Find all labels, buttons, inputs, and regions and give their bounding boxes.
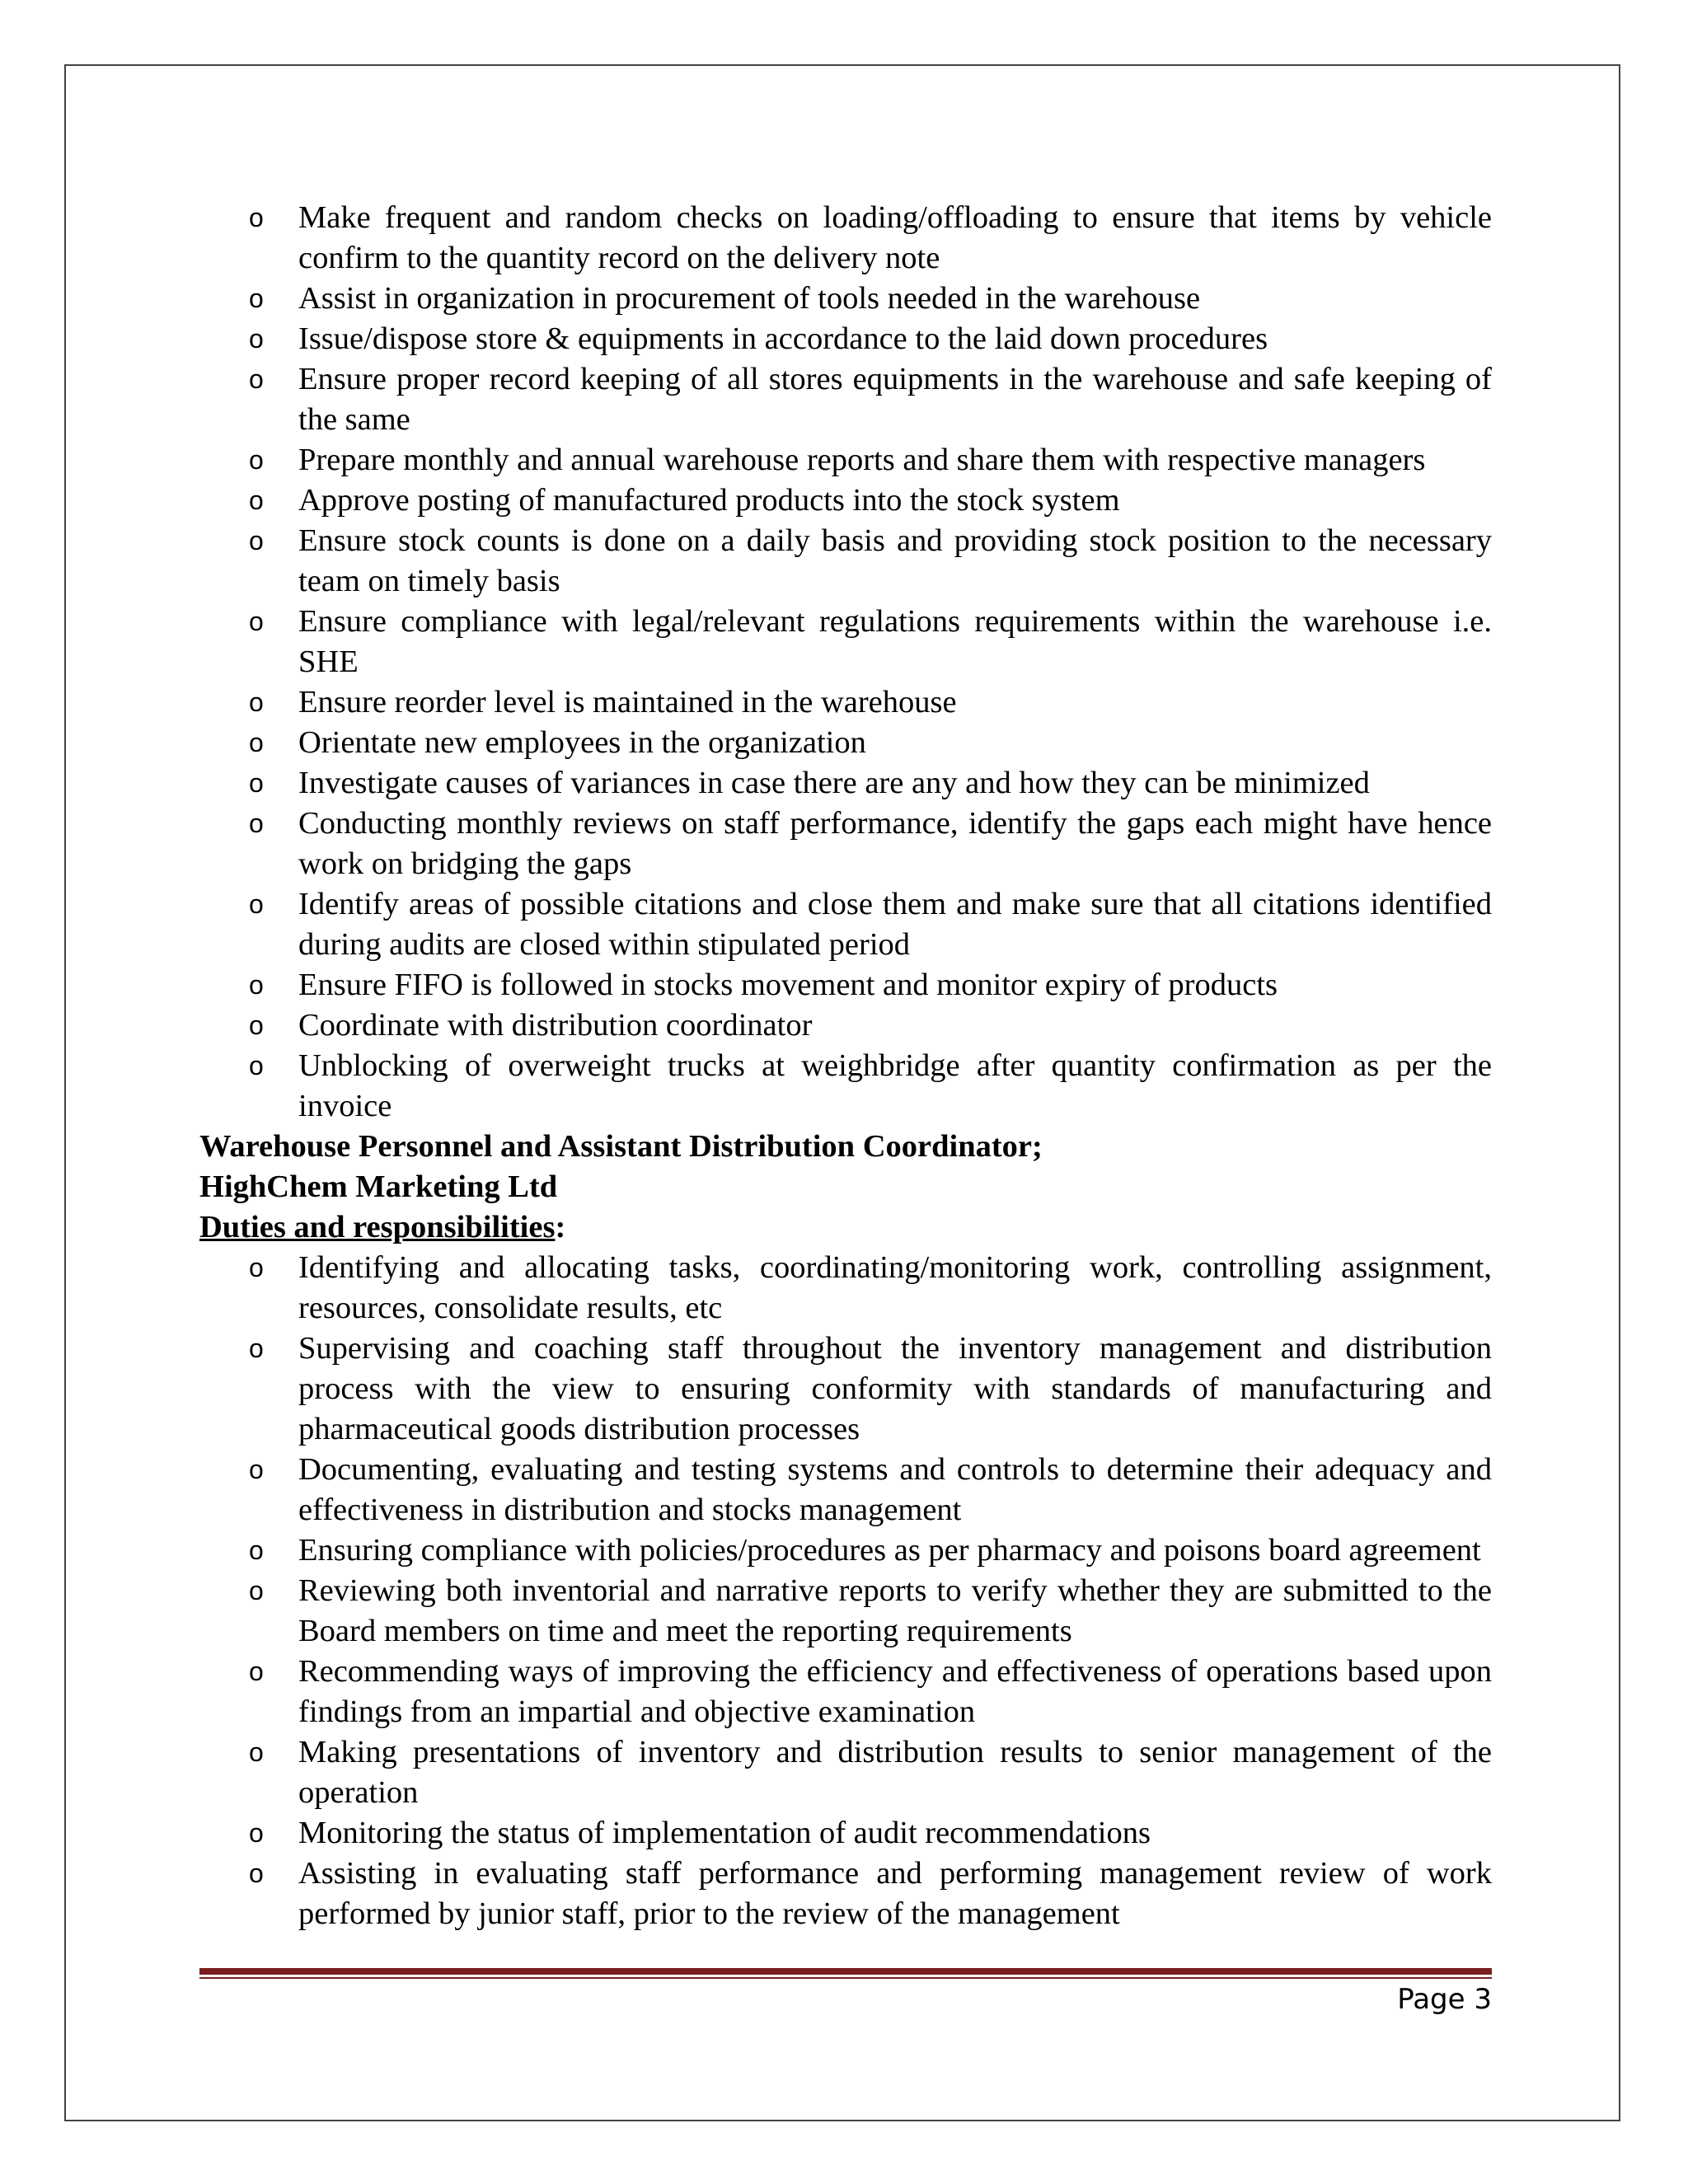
bullet-marker: o	[249, 1657, 264, 1686]
list-item: o Orientate new employees in the organization	[298, 723, 1492, 763]
list-item: o Ensure stock counts is done on a daily basis and providing stock position to the necessary team on timely basis	[298, 521, 1492, 602]
list-item: o Issue/dispose store & equipments in accordance to the laid down procedures	[298, 319, 1492, 359]
bullet-marker: o	[249, 1333, 264, 1363]
footer-rule-thin	[199, 1977, 1492, 1979]
bullet-marker: o	[249, 687, 264, 717]
list-item: o Approve posting of manufactured products into the stock system	[298, 480, 1492, 521]
bullet-marker: o	[249, 324, 264, 354]
list-item: o Assisting in evaluating staff performance and performing management review of work performed by junior staff, prior to the review of the management	[298, 1854, 1492, 1934]
bullet-marker: o	[249, 728, 264, 757]
bullet-marker: o	[249, 485, 264, 515]
bullet-marker: o	[249, 1253, 264, 1282]
list-item: o Ensure FIFO is followed in stocks movement and monitor expiry of products	[298, 965, 1492, 1005]
list-item: o Ensuring compliance with policies/procedures as per pharmacy and poisons board agreement	[298, 1530, 1492, 1571]
list-item: o Supervising and coaching staff throughout the inventory management and distribution process with the view to ensuring conformity with standards of manufacturing and pharmaceutical goods distribution processes	[298, 1329, 1492, 1450]
list-item: o Identify areas of possible citations and close them and make sure that all citations identified during audits are closed within stipulated period	[298, 884, 1492, 965]
bullet-marker: o	[249, 1455, 264, 1484]
bullet-marker: o	[249, 1818, 264, 1848]
duties-heading	[199, 1207, 1492, 1248]
warehouse-duties-list	[199, 198, 1492, 1127]
bullet-marker: o	[249, 1576, 264, 1605]
list-item: o Identifying and allocating tasks, coordinating/monitoring work, controlling assignment, resources, consolidate results, etc	[298, 1248, 1492, 1329]
bullet-marker: o	[249, 768, 264, 798]
bullet-marker: o	[249, 284, 264, 313]
list-item: o Assist in organization in procurement of tools needed in the warehouse	[298, 279, 1492, 319]
list-item: o Reviewing both inventorial and narrative reports to verify whether they are submitted to the Board members on time and meet the reporting requirements	[298, 1571, 1492, 1652]
bullet-marker: o	[249, 889, 264, 919]
list-item: o Ensure reorder level is maintained in the warehouse	[298, 682, 1492, 723]
list-item: o Making presentations of inventory and distribution results to senior management of the operation	[298, 1732, 1492, 1813]
footer-rule	[199, 1968, 1492, 1980]
list-item: o Unblocking of overweight trucks at weighbridge after quantity confirmation as per the invoice	[298, 1046, 1492, 1127]
bullet-marker: o	[249, 970, 264, 1000]
bullet-marker: o	[249, 1737, 264, 1767]
list-item: o Prepare monthly and annual warehouse reports and share them with respective managers	[298, 440, 1492, 480]
list-item: o Ensure compliance with legal/relevant regulations requirements within the warehouse i.e. SHE	[298, 602, 1492, 682]
job-title: Warehouse Personnel and Assistant Distribution Coordinator;	[199, 1129, 1043, 1164]
bullet-marker: o	[249, 1051, 264, 1080]
bullet-marker: o	[249, 364, 264, 394]
bullet-marker: o	[249, 1535, 264, 1565]
list-item: o Make frequent and random checks on loading/offloading to ensure that items by vehicle confirm to the quantity record on the delivery note	[298, 198, 1492, 279]
list-item: o Documenting, evaluating and testing systems and controls to determine their adequacy and effectiveness in distribution and stocks management	[298, 1450, 1492, 1530]
bullet-marker: o	[249, 203, 264, 232]
page-number: Page 3	[1397, 1983, 1492, 2016]
list-item: o Recommending ways of improving the efficiency and effectiveness of operations based upon findings from an impartial and objective examination	[298, 1652, 1492, 1732]
list-item: o Coordinate with distribution coordinator	[298, 1005, 1492, 1046]
coordinator-duties-list	[199, 1248, 1492, 1934]
bullet-marker: o	[249, 607, 264, 636]
company-name: HighChem Marketing Ltd	[199, 1169, 558, 1204]
list-item: o Conducting monthly reviews on staff performance, identify the gaps each might have hence work on bridging the gaps	[298, 804, 1492, 884]
duties-colon: :	[555, 1210, 566, 1244]
bullet-marker: o	[249, 445, 264, 475]
footer-rule-thick	[199, 1968, 1492, 1975]
document-body	[199, 198, 1492, 1934]
bullet-marker: o	[249, 1858, 264, 1888]
bullet-marker: o	[249, 1010, 264, 1040]
list-item: o Investigate causes of variances in case there are any and how they can be minimized	[298, 763, 1492, 804]
duties-label: Duties and responsibilities	[199, 1210, 556, 1244]
bullet-marker: o	[249, 526, 264, 555]
list-item: o Monitoring the status of implementation of audit recommendations	[298, 1813, 1492, 1854]
list-item: o Ensure proper record keeping of all stores equipments in the warehouse and safe keeping of the same	[298, 359, 1492, 440]
bullet-marker: o	[249, 808, 264, 838]
